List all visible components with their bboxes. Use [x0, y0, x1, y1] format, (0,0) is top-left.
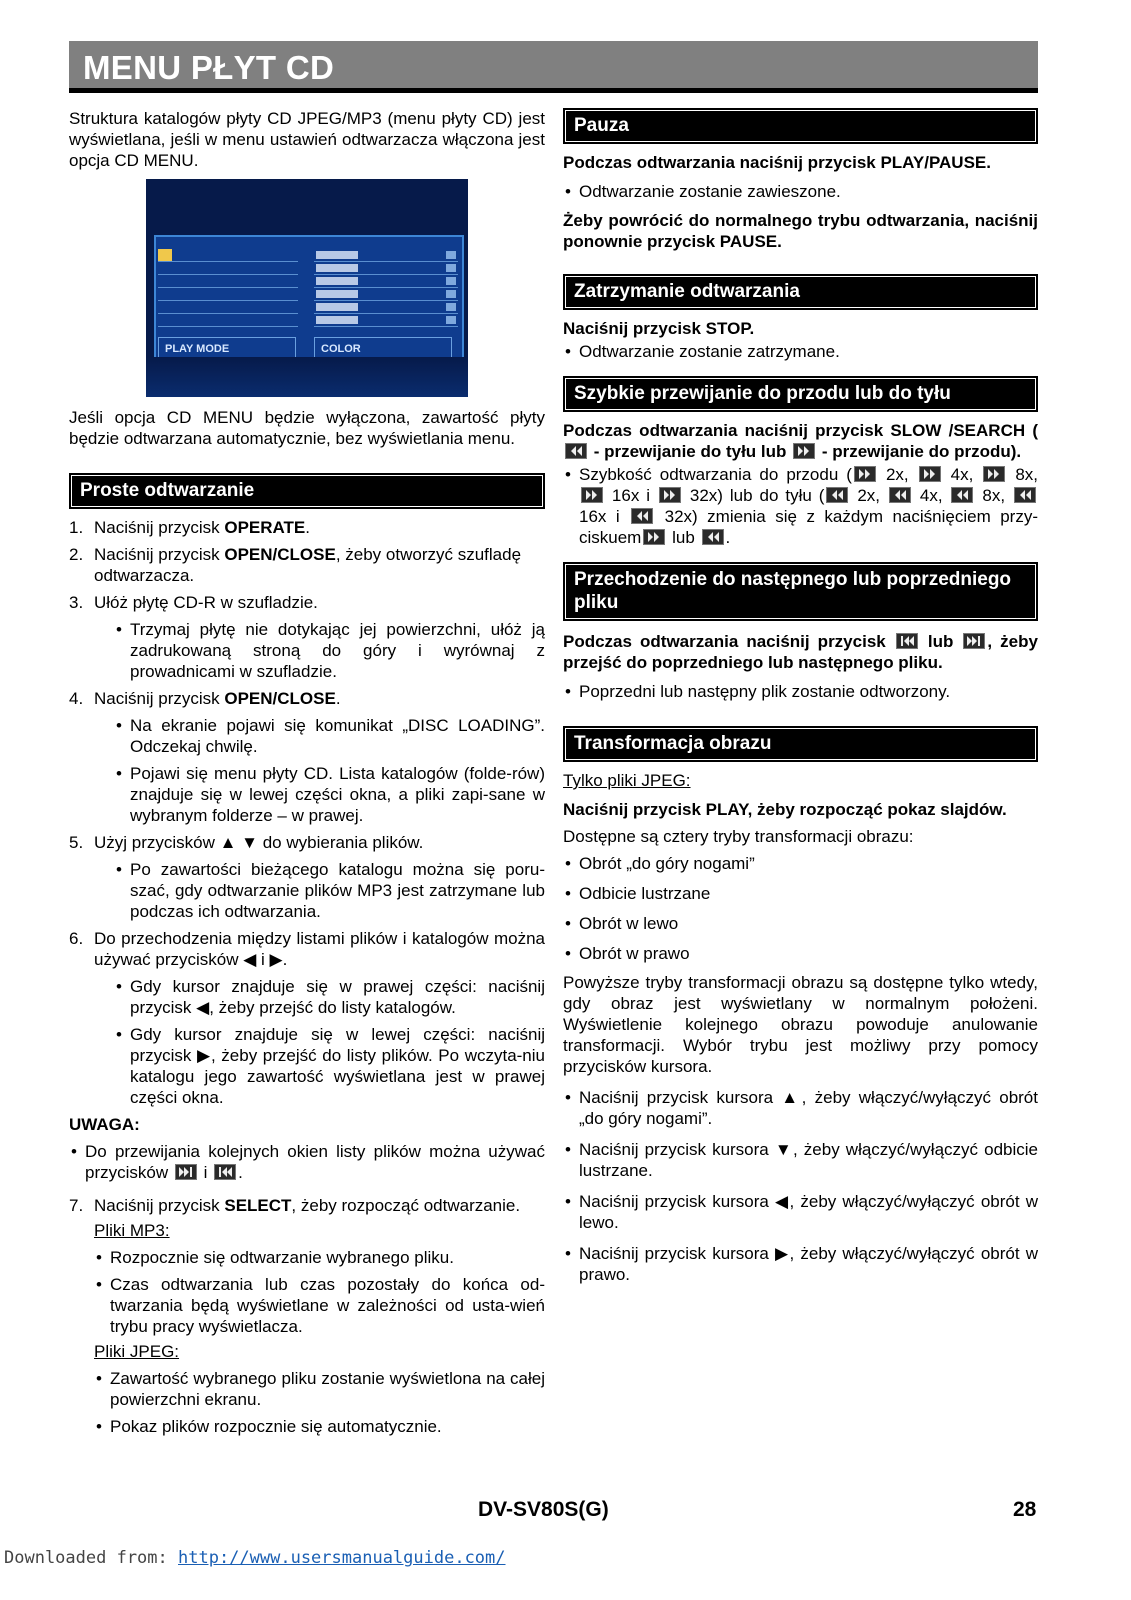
transform-available: Dostępne są cztery tryby transformacji obrazu:: [563, 827, 914, 846]
transform-paragraph: Powyższe tryby transformacji obrazu są dostępne tylko wtedy, gdy obraz jest wyświetlany w normalnym położeni. Wyświetlenie kolejnego obrazu powoduje anulowanie transformacji. Wybór trybu jest możliwy przy pomocy przycisków kursora.: [563, 973, 1038, 1076]
intro-text: Struktura katalogów płyty CD JPEG/MP3 (menu płyty CD) jest wyświetlana, jeśli w menu ustawień odtwarzacza włączona jest opcja CD MENU.: [69, 109, 545, 170]
mp3-bullet-1: • Rozpocznie się odtwarzanie wybranego pliku.: [94, 1247, 545, 1268]
fast-rewind-icon: [565, 443, 587, 459]
page-number: 28: [1013, 1498, 1037, 1521]
pause-return: Żeby powrócić do normalnego trybu odtwarzania, naciśnij ponownie przycisk PAUSE.: [563, 211, 1038, 251]
cursor-bullet-1: • Naciśnij przycisk kursora ▲, żeby włączyć/wyłączyć obrót „do góry nogami”.: [563, 1087, 1038, 1129]
skip-bullet: • Poprzedni lub następny plik zostanie odtworzony.: [563, 681, 1038, 702]
transform-jpeg-only: Tylko pliki JPEG:: [563, 771, 691, 790]
transform-mode-2: • Odbicie lustrzane: [563, 883, 1038, 904]
download-link[interactable]: http://www.usersmanualguide.com/: [178, 1548, 506, 1568]
section-title-simple-play: Proste odtwarzanie: [69, 473, 545, 509]
pause-instruction: Podczas odtwarzania naciśnij przycisk PLAY/PAUSE.: [563, 153, 991, 172]
skip-next-icon: [175, 1164, 197, 1180]
skip-previous-icon: [214, 1164, 236, 1180]
title-bar: [69, 41, 1038, 93]
fast-rewind-icon: [1014, 487, 1036, 503]
section-title-stop: Zatrzymanie odtwarzania: [563, 274, 1038, 310]
skip-instruction: Podczas odtwarzania naciśnij przycisk lub , żeby przejść do poprzedniego lub następnego pliku.: [563, 632, 1038, 672]
step-3: 3. Ułóż płytę CD-R w szufladzie. • Trzymaj płytę nie dotykając jej powierzchni, ułóż ją zadrukowaną stroną do góry i wyrównaj z prowadnicami w szufladzie.: [69, 592, 545, 682]
cursor-bullet-2: • Naciśnij przycisk kursora ▼, żeby włączyć/wyłączyć odbicie lustrzane.: [563, 1139, 1038, 1181]
section-title-skip: Przechodzenie do następnego lub poprzedniego pliku: [563, 562, 1038, 621]
step-1: 1. Naciśnij przycisk OPERATE.: [69, 518, 311, 537]
mp3-label: Pliki MP3:: [94, 1221, 170, 1240]
note-item: • Do przewijania kolejnych okien listy plików można używać przycisków i .: [69, 1141, 545, 1183]
step-6-bullet-2: • Gdy kursor znajduje się w lewej części: naciśnij przycisk ▶, żeby przejść do listy plików. Po wczyta-niu katalogu jego zawartość wyświetlana jest w prawej części okna.: [114, 1024, 545, 1108]
section-title-pause: Pauza: [563, 108, 1038, 144]
skip-next-icon: [963, 633, 985, 649]
note-list: [69, 1141, 545, 1183]
section-title-transform: Transformacja obrazu: [563, 726, 1038, 762]
page-title: MENU PŁYT CD: [83, 49, 335, 86]
footer-model: DV-SV80S(G): [478, 1498, 609, 1521]
jpeg-bullet-1: • Zawartość wybranego pliku zostanie wyświetlona na całej powierzchni ekranu.: [94, 1368, 545, 1410]
note-label: UWAGA:: [69, 1115, 140, 1134]
right-column: [563, 108, 1038, 1285]
step-6: 6. Do przechodzenia między listami plików i katalogów można używać przycisków ◀ i ▶. • Gdy kursor znajduje się w prawej części: naciśnij przycisk ◀, żeby przejść do listy katalogów. • Gdy kursor znajduje się w lewej części: naciśnij przycisk ▶, żeby przejść do listy plików. Po wczyta-niu katalogu jego zawartość wyświetlana jest w prawej części okna.: [69, 928, 545, 1108]
fast-forward-icon: [643, 529, 665, 545]
steps-list-2: [69, 1195, 545, 1437]
fast-forward-icon: [581, 487, 603, 503]
step-4-bullet-1: • Na ekranie pojawi się komunikat „DISC LOADING”. Odczekaj chwilę.: [114, 715, 545, 757]
play-mode-label: PLAY MODE: [158, 337, 296, 359]
step-4: 4. Naciśnij przycisk OPEN/CLOSE. • Na ekranie pojawi się komunikat „DISC LOADING”. Odczekaj chwilę. • Pojawi się menu płyty CD. Lista katalogów (folde-rów) znajduje się w lewej części okna, a pliki zapi-sane w wybranym folderze – w prawej.: [69, 688, 545, 826]
transform-mode-1: • Obrót „do góry nogami”: [563, 853, 1038, 874]
pause-bullet: • Odtwarzanie zostanie zawieszone.: [563, 181, 1038, 202]
jpeg-bullet-2: • Pokaz plików rozpocznie się automatycznie.: [94, 1416, 545, 1437]
stop-bullet: • Odtwarzanie zostanie zatrzymane.: [563, 341, 1038, 362]
color-label: COLOR: [314, 337, 452, 359]
jpeg-label: Pliki JPEG:: [94, 1342, 180, 1361]
cursor-bullet-4: • Naciśnij przycisk kursora ▶, żeby włączyć/wyłączyć obrót w prawo.: [563, 1243, 1038, 1285]
fast-rewind-icon: [826, 487, 848, 503]
fast-forward-icon: [919, 466, 941, 482]
fast-forward-icon: [659, 487, 681, 503]
left-column: [69, 108, 545, 1437]
after-image-text: Jeśli opcja CD MENU będzie wyłączona, zawartość płyty będzie odtwarzana automatycznie, bez wyświetlania menu.: [69, 408, 545, 448]
step-4-bullet-2: • Pojawi się menu płyty CD. Lista katalogów (folde-rów) znajduje się w lewej części okna, a pliki zapi-sane w wybranym folderze – w prawej.: [114, 763, 545, 826]
step-2: 2. Naciśnij przycisk OPEN/CLOSE, żeby otworzyć szufladę odtwarzacza.: [69, 545, 522, 585]
file-list: [314, 249, 458, 333]
steps-list: [69, 517, 545, 1108]
download-credit: Downloaded from: http://www.usersmanualguide.com/: [4, 1548, 506, 1568]
fast-rewind-icon: [631, 508, 653, 524]
folder-list: [158, 249, 298, 333]
transform-mode-4: • Obrót w prawo: [563, 943, 1038, 964]
cursor-bullet-3: • Naciśnij przycisk kursora ◀, żeby włączyć/wyłączyć obrót w lewo.: [563, 1191, 1038, 1233]
step-5-bullet: • Po zawartości bieżącego katalogu można się poru-szać, gdy odtwarzanie plików MP3 jest zatrzymane lub podczas ich odtwarzania.: [114, 859, 545, 922]
transform-modes: [563, 853, 1038, 964]
transform-mode-3: • Obrót w lewo: [563, 913, 1038, 934]
cd-menu-screenshot: [146, 179, 468, 397]
fast-rewind-icon: [889, 487, 911, 503]
fast-rewind-icon: [702, 529, 724, 545]
cursor-list: [563, 1087, 1038, 1285]
fast-forward-icon: [854, 466, 876, 482]
stop-instruction: Naciśnij przycisk STOP.: [563, 319, 755, 338]
fast-forward-icon: [793, 443, 815, 459]
transform-instruction: Naciśnij przycisk PLAY, żeby rozpocząć pokaz slajdów.: [563, 800, 1007, 819]
speed-bullet: • Szybkość odtwarzania do przodu ( 2x, 4x, 8x, 16x i 32x) lub do tyłu ( 2x, 4x, 8x, 16x i 32x) zmienia się z każdym naciśnięciem przy-ciskuem lub .: [563, 464, 1038, 548]
fast-forward-icon: [983, 466, 1005, 482]
step-7: 7. Naciśnij przycisk SELECT, żeby rozpocząć odtwarzanie. Pliki MP3: • Rozpocznie się odtwarzanie wybranego pliku. • Czas odtwarzania lub czas pozostały do końca od-twarzania będą wyświetlane w zależności od usta-wień trybu pracy wyświetlacza. Pliki JPEG: • Zawartość wybranego pliku zostanie wyświetlona na całej powierzchni ekranu. • Pokaz plików rozpocznie się automatycznie.: [69, 1195, 545, 1437]
step-6-bullet-1: • Gdy kursor znajduje się w prawej części: naciśnij przycisk ◀, żeby przejść do listy katalogów.: [114, 976, 545, 1018]
mp3-bullet-2: • Czas odtwarzania lub czas pozostały do końca od-twarzania będą wyświetlane w zależności od usta-wień trybu pracy wyświetlacza.: [94, 1274, 545, 1337]
step-5: 5. Użyj przycisków ▲ ▼ do wybierania plików. • Po zawartości bieżącego katalogu można się poru-szać, gdy odtwarzanie plików MP3 jest zatrzymane lub podczas ich odtwarzania.: [69, 832, 545, 922]
skip-previous-icon: [896, 633, 918, 649]
step-3-bullet: • Trzymaj płytę nie dotykając jej powierzchni, ułóż ją zadrukowaną stroną do góry i wyrównaj z prowadnicami w szufladzie.: [114, 619, 545, 682]
search-instruction: Podczas odtwarzania naciśnij przycisk SLOW /SEARCH ( - przewijanie do tyłu lub - przewijanie do przodu).: [563, 421, 1038, 461]
section-title-search: Szybkie przewijanie do przodu lub do tyłu: [563, 376, 1038, 412]
fast-rewind-icon: [951, 487, 973, 503]
